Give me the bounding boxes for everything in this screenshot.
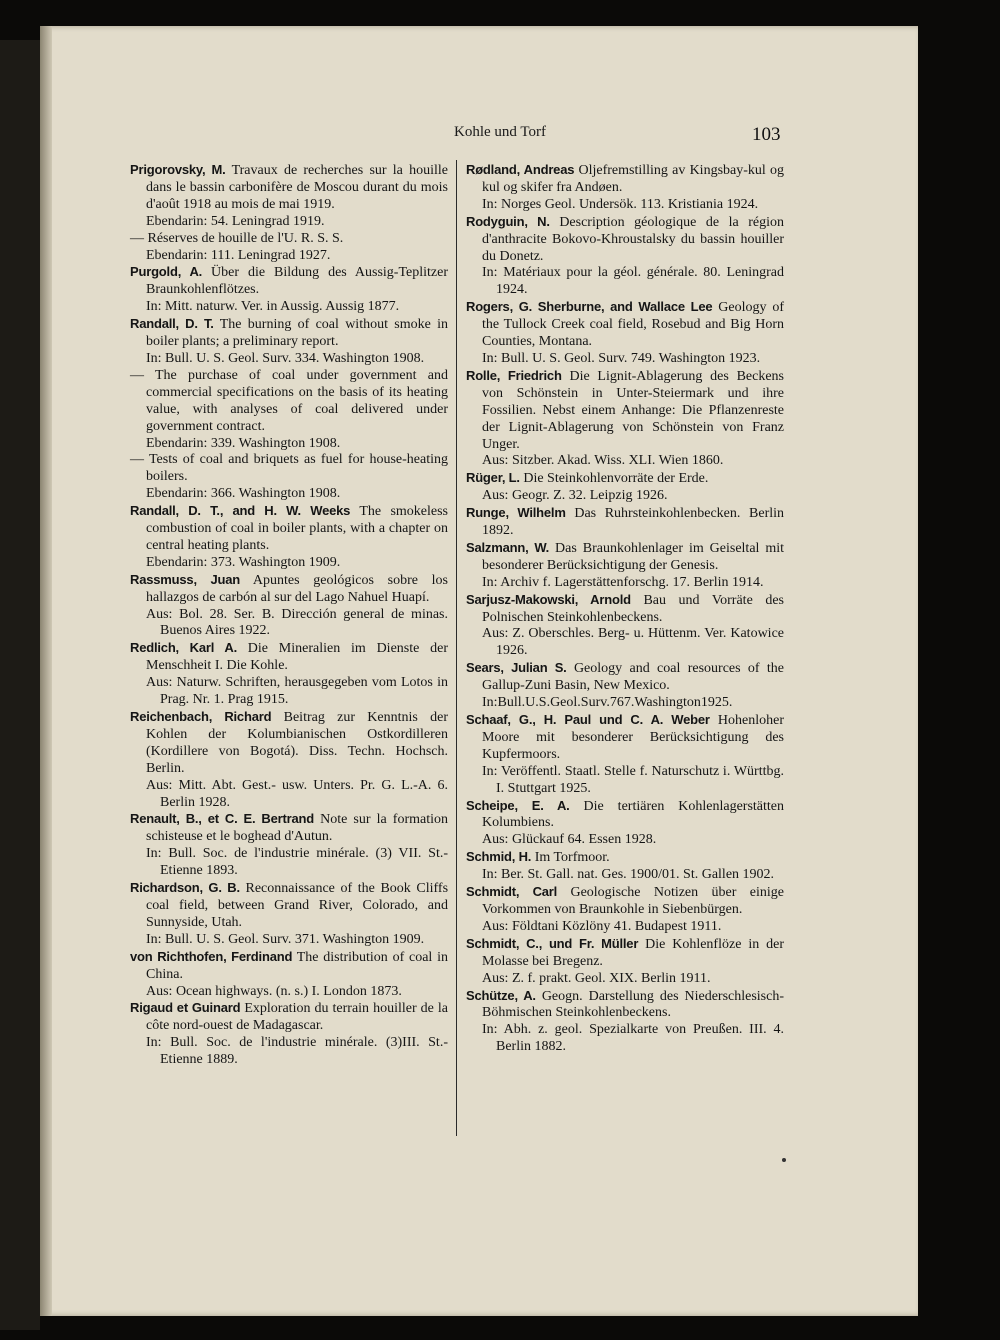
bibliography-entry — [130, 368, 448, 453]
entry-source: In: Matériaux pour la géol. générale. 80. Leningrad 1924. — [482, 265, 784, 298]
bibliography-entry — [466, 592, 784, 661]
entry-source: In: Abh. z. geol. Spezialkarte von Preußen. III. 4. Berlin 1882. — [482, 1022, 784, 1055]
author-name: Schmidt, Carl — [466, 884, 558, 900]
bibliography-entry — [130, 264, 448, 316]
bibliography-entry — [130, 316, 448, 368]
entry-source: In: Veröffentl. Staatl. Stelle f. Naturschutz i. Württbg. I. Stuttgart 1925. — [482, 763, 784, 796]
right-column — [466, 162, 784, 1056]
bibliography-entry — [130, 880, 448, 949]
entry-source: In: Bull. U. S. Geol. Surv. 749. Washington 1923. — [482, 350, 761, 366]
entry-title-line — [130, 709, 448, 778]
entry-title-line — [466, 798, 784, 833]
entry-title-line — [130, 368, 448, 436]
bibliography-entry — [466, 540, 784, 592]
entry-title: Description géologique de la région d'anthracite Bokovo-Khroustalsky du bassin houiller du Donetz. — [482, 214, 785, 264]
entry-source: Ebendarin: 339. Washington 1908. — [146, 435, 341, 451]
author-name: Rüger, L. — [466, 470, 520, 486]
entry-source: Ebendarin: 54. Leningrad 1919. — [146, 213, 325, 229]
author-name: Sears, Julian S. — [466, 660, 567, 676]
entry-title: — Réserves de houille de l'U. R. S. S. — [130, 230, 344, 246]
author-name: Scheipe, E. A. — [466, 797, 570, 813]
author-name: Rolle, Friedrich — [466, 367, 562, 383]
entry-title-line — [130, 316, 448, 351]
bibliography-entry — [466, 712, 784, 798]
entry-title-line — [130, 231, 448, 248]
entry-title: Apuntes geológicos sobre los hallazgos de carbón al sur del Lago Nahuel Huapí. — [146, 572, 448, 605]
author-name: Rigaud et Guinard — [130, 1000, 241, 1016]
entry-title: Geology and coal resources of the Gallup-Zuni Basin, New Mexico. — [482, 661, 785, 694]
entry-title: The smokeless combustion of coal in boiler plants, with a chapter on central heating plants. — [146, 504, 448, 553]
author-name: Renault, B., et C. E. Bertrand — [130, 811, 314, 827]
entry-title-line — [466, 936, 784, 971]
entry-title: Travaux de recherches sur la houille dans le bassin carbonifère de Moscou durant du mois d'août 1918 au mois de mai 1919. — [146, 163, 449, 212]
entry-title: Die Steinkohlenvorräte der Erde. — [523, 471, 709, 487]
entry-title-line — [466, 162, 784, 197]
entry-source: In: Archiv f. Lagerstättenforschg. 17. Berlin 1914. — [482, 574, 764, 590]
bibliography-entry — [466, 368, 784, 470]
entry-source: In: Bull. Soc. de l'industrie minérale. (3)III. St.-Etienne 1889. — [146, 1035, 448, 1068]
author-name: Reichenbach, Richard — [130, 709, 272, 724]
entry-title-line — [466, 299, 784, 351]
entry-title: The distribution of coal in China. — [146, 949, 448, 982]
bibliography-entry — [466, 936, 784, 988]
entry-source: Aus: Földtani Közlöny 41. Budapest 1911. — [482, 918, 722, 934]
bibliography-entry — [130, 640, 448, 709]
entry-source: Aus: Ocean highways. (n. s.) I. London 1873. — [146, 983, 402, 999]
author-name: Prigorovsky, M. — [130, 162, 226, 177]
author-name: Randall, D. T., and H. W. Weeks — [130, 503, 351, 519]
author-name: Randall, D. T. — [130, 316, 214, 332]
entry-source: In: Norges Geol. Undersök. 113. Kristiania 1924. — [482, 196, 759, 212]
author-name: Rødland, Andreas — [466, 162, 575, 177]
entry-title-line — [466, 368, 784, 454]
entry-title-line — [130, 811, 448, 846]
bibliography-entry — [130, 503, 448, 572]
entry-title: Geologische Notizen über einige Vorkommen von Braunkohle in Siebenbürgen. — [482, 885, 784, 917]
bibliography-entry — [130, 572, 448, 641]
bibliography-entry — [466, 988, 784, 1057]
entry-source: Aus: Glückauf 64. Essen 1928. — [482, 832, 657, 848]
entry-title: Das Ruhrsteinkohlenbecken. Berlin 1892. — [482, 506, 785, 539]
entry-title: Das Braunkohlenlager im Geiseltal mit besonderer Berücksichtigung der Genesis. — [482, 540, 785, 573]
bibliography-entry — [130, 452, 448, 503]
entry-title-line — [466, 988, 784, 1023]
author-name: Runge, Wilhelm — [466, 505, 566, 521]
bibliography-entry — [466, 849, 784, 884]
entry-title: Bau und Vorräte des Polnischen Steinkohlenbeckens. — [482, 592, 785, 625]
entry-source: Aus: Mitt. Abt. Gest.- usw. Unters. Pr. G. L.-A. 6. Berlin 1928. — [146, 777, 448, 810]
entry-title-line — [466, 660, 784, 695]
bibliography-entry — [130, 811, 448, 880]
entry-title-line — [466, 849, 784, 867]
author-name: Schütze, A. — [466, 987, 536, 1003]
author-name: Rodyguin, N. — [466, 213, 550, 229]
entry-title: Über die Bildung des Aussig-Teplitzer Braunkohlenflötzes. — [146, 265, 449, 298]
column-divider — [456, 160, 457, 1136]
entry-source: In: Bull. U. S. Geol. Surv. 334. Washington 1908. — [146, 350, 425, 366]
entry-source: In: Ber. St. Gall. nat. Ges. 1900/01. St. Gallen 1902. — [482, 867, 775, 883]
entry-title-line — [130, 949, 448, 984]
author-name: Rogers, G. Sherburne, and Wallace Lee — [466, 299, 713, 315]
entry-source: Aus: Z. Oberschles. Berg- u. Hüttenm. Ver. Katowice 1926. — [482, 626, 784, 659]
author-name: Purgold, A. — [130, 264, 203, 280]
running-header: Kohle und Torf — [454, 124, 546, 140]
entry-title: Geology of the Tullock Creek coal field, Rosebud and Big Horn Counties, Montana. — [482, 300, 784, 350]
bibliography-entry — [130, 231, 448, 265]
entry-source: Aus: Bol. 28. Ser. B. Dirección general de minas. Buenos Aires 1922. — [146, 606, 448, 639]
entry-title-line — [130, 572, 448, 607]
left-column — [130, 162, 448, 1069]
entry-title: Exploration du terrain houiller de la côte nord-ouest de Madagascar. — [146, 1001, 448, 1034]
page-mark — [782, 1158, 786, 1162]
entry-title-line — [466, 470, 784, 488]
entry-source: Ebendarin: 373. Washington 1909. — [146, 554, 341, 570]
entry-title: Die Mineralien im Dienste der Menschheit I. Die Kohle. — [146, 641, 448, 674]
entry-source: Aus: Sitzber. Akad. Wiss. XLI. Wien 1860. — [482, 453, 724, 469]
author-name: von Richthofen, Ferdinand — [130, 948, 293, 964]
entry-title: Beitrag zur Kenntnis der Kohlen der Kolumbianischen Ostkordilleren (Kordillere von Bogotá). Diss. Techn. Hochsch. Berlin. — [146, 710, 448, 776]
bibliography-entry — [130, 162, 448, 231]
entry-title: Reconnaissance of the Book Cliffs coal field, between Grand River, Colorado, and Sunnyside, Utah. — [146, 881, 449, 930]
entry-source: Aus: Geogr. Z. 32. Leipzig 1926. — [482, 488, 668, 504]
bibliography-entry — [466, 884, 784, 936]
entry-title-line — [466, 505, 784, 540]
bibliography-entry — [130, 1000, 448, 1069]
bibliography-entry — [466, 798, 784, 850]
entry-source: Ebendarin: 366. Washington 1908. — [146, 486, 341, 502]
entry-title: Note sur la formation schisteuse et le boghead d'Autun. — [146, 812, 449, 845]
entry-title: Im Torfmoor. — [534, 850, 610, 866]
bibliography-entry — [466, 214, 784, 300]
author-name: Rassmuss, Juan — [130, 571, 240, 587]
author-name: Schmid, H. — [466, 849, 532, 865]
entry-title-line — [466, 214, 784, 266]
bibliography-entry — [130, 949, 448, 1001]
bibliography-entry — [466, 660, 784, 712]
entry-source: In:Bull.U.S.Geol.Surv.767.Washington1925. — [482, 695, 733, 711]
page-number: 103 — [752, 124, 781, 145]
entry-source: In: Bull. Soc. de l'industrie minérale. (3) VII. St.-Etienne 1893. — [146, 846, 448, 879]
author-name: Richardson, G. B. — [130, 880, 240, 896]
page-gutter — [40, 26, 52, 1316]
entry-title-line — [130, 640, 448, 675]
entry-title-line — [130, 503, 448, 555]
entry-title: Geogn. Darstellung des Niederschlesisch-Böhmischen Steinkohlenbeckens. — [482, 988, 785, 1021]
author-name: Sarjusz-Makowski, Arnold — [466, 591, 631, 607]
entry-title: — The purchase of coal under government and commercial specifications on the basis of its heating value, with analyses of coal delivered under government contract. — [130, 367, 448, 434]
entry-title: Die tertiären Kohlenlagerstätten Kolumbiens. — [482, 798, 784, 831]
bibliography-entry — [466, 505, 784, 540]
entry-source: In: Mitt. naturw. Ver. in Aussig. Aussig 1877. — [146, 299, 400, 315]
entry-source: In: Bull. U. S. Geol. Surv. 371. Washington 1909. — [146, 931, 425, 947]
bibliography-entry — [466, 162, 784, 214]
entry-title-line — [466, 540, 784, 575]
entry-source: Aus: Naturw. Schriften, herausgegeben vom Lotos in Prag. Nr. 1. Prag 1915. — [146, 675, 448, 708]
author-name: Schmidt, C., und Fr. Müller — [466, 935, 639, 951]
entry-source: Aus: Z. f. prakt. Geol. XIX. Berlin 1911. — [482, 970, 711, 986]
bibliography-entry — [466, 470, 784, 505]
entry-title: Hohenloher Moore mit besonderer Berücksichtigung des Kupfermoors. — [482, 713, 784, 762]
entry-title: — Tests of coal and briquets as fuel for house-heating boilers. — [130, 452, 448, 485]
entry-title-line — [130, 880, 448, 932]
entry-title-line — [130, 1000, 448, 1035]
entry-title-line — [130, 264, 448, 299]
entry-title: The burning of coal without smoke in boiler plants; a preliminary report. — [146, 317, 448, 350]
entry-title-line — [466, 592, 784, 627]
author-name: Salzmann, W. — [466, 539, 550, 555]
entry-title-line — [466, 712, 784, 764]
entry-title-line — [130, 162, 448, 214]
entry-title: Oljefremstilling av Kingsbay-kul og kul og skifer fra Andøen. — [482, 163, 785, 195]
author-name: Schaaf, G., H. Paul und C. A. Weber — [466, 712, 710, 727]
entry-title-line — [130, 452, 448, 486]
bibliography-entry — [466, 299, 784, 368]
entry-title-line — [466, 884, 784, 919]
entry-source: Ebendarin: 111. Leningrad 1927. — [146, 247, 331, 263]
entry-title: Die Lignit-Ablagerung des Beckens von Schönstein in Unter-Steiermark und ihre Fossilien. Nebst einem Anhange: Die Pflanzenreste der Lignit-Ablagerung von Schönstein von Franz Unger. — [482, 368, 784, 452]
scan-background-left — [0, 40, 40, 1330]
bibliography-entry — [130, 709, 448, 811]
entry-title: Die Kohlenflöze in der Molasse bei Bregenz. — [482, 936, 784, 969]
author-name: Redlich, Karl A. — [130, 640, 237, 656]
